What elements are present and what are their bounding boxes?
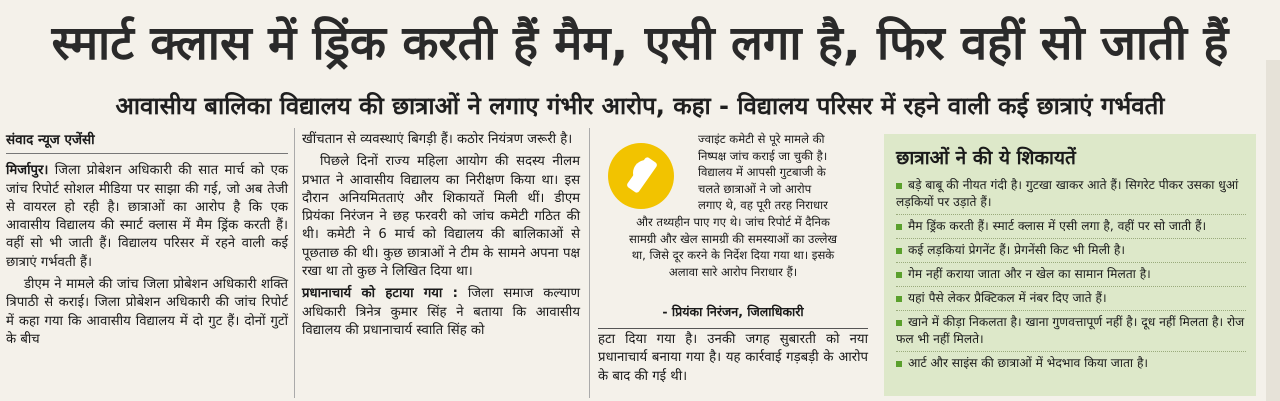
- list-item-text: गेम नहीं कराया जाता और न खेल का सामान मिलता है।: [908, 267, 1151, 281]
- bullet-icon: [896, 320, 902, 326]
- article-column-3: [598, 131, 868, 384]
- bullet-icon: [896, 248, 902, 254]
- paragraph: डीएम ने मामले की जांच जिला प्रोबेशन अधिकारी शक्ति त्रिपाठी से कराई। जिला प्रोबेशन अधिकारी की जांच रिपोर्ट में कहा गया कि आवासीय विद्यालय में दो गुट हैं। दोनों गुटों के बीच: [6, 277, 288, 347]
- list-item: [896, 174, 1246, 215]
- quote-line: था, जिसे दूर करने के निर्देश दिया गया था। इसके: [631, 248, 835, 263]
- paragraph: [302, 285, 580, 340]
- logo-curve: [633, 160, 659, 186]
- headline: स्मार्ट क्लास में ड्रिंक करती हैं मैम, एसी लगा है, फिर वहीं सो जाती हैं: [51, 16, 1229, 71]
- column-divider: [589, 128, 590, 398]
- complaints-list: [884, 174, 1256, 375]
- complaints-title: छात्राओं ने की ये शिकायतें: [896, 147, 1076, 169]
- quote-signature: - प्रियंका निरंजन, जिलाधिकारी: [662, 304, 804, 319]
- paragraph: पिछले दिनों राज्य महिला आयोग की सदस्य नीलम प्रभात ने आवासीय विद्यालय का निरीक्षण किया था। इस दौरान अनियमितताएं और शिकायतें मिली थीं। डीएम प्रियंका निरंजन ने छह फरवरी को जांच कमेटी गठित की थी। कमेटी ने 6 मार्च को विद्यालय की बालिकाओं से पूछताछ की थी। कुछ छात्राओं ने टीम के सामने अपना पक्ष रखा था तो कुछ ने लिखित दिया था।: [302, 154, 580, 280]
- list-item: [896, 263, 1246, 287]
- complaints-box: [884, 134, 1256, 396]
- list-item-text: यहां पैसे लेकर प्रैक्टिकल में नंबर दिए जाते हैं।: [908, 291, 1107, 305]
- list-item: [896, 287, 1246, 311]
- list-item-text: खाने में कीड़ा निकलता है। खाना गुणवत्तापूर्ण नहीं है। दूध नहीं मिलता है। रोज फल भी नहीं मिलते।: [896, 315, 1245, 346]
- column-divider: [294, 128, 295, 398]
- quote-line: और तथ्यहीन पाए गए थे। जांच रिपोर्ट में दैनिक: [636, 214, 830, 229]
- list-item: [896, 239, 1246, 263]
- list-item-text: बड़े बाबू की नीयत गंदी है। गुटखा खाकर आते हैं। सिगरेट पीकर उसका धुआं लड़कियों पर उड़ाते हैं।: [896, 178, 1239, 209]
- quote-line: सामग्री और खेल सामग्री की समस्याओं का उल्लेख: [629, 231, 837, 246]
- bullet-icon: [896, 224, 902, 230]
- quote-box: [598, 131, 868, 323]
- paragraph: हटा दिया गया है। उनकी जगह सुबारती को नया प्रधानाचार्य बनाया गया है। यह कार्रवाई गड़बड़ी के आरोप के बाद की गई थी।: [598, 328, 868, 386]
- quote-line: लगाए थे, वह पूरी तरह निराधार: [698, 198, 828, 213]
- paragraph-text: जिला समाज कल्याण अधिकारी त्रिनेत्र कुमार सिंह ने बताया कि आवासीय विद्यालय की प्रधानाचार्य स्वाति सिंह को: [302, 286, 580, 338]
- subheadline: आवासीय बालिका विद्यालय की छात्राओं ने लगाए गंभीर आरोप, कहा - विद्यालय परिसर में रहने वाली कई छात्राएं गर्भवती: [115, 92, 1165, 120]
- paragraph: खींचतान से व्यवस्थाएं बिगड़ी हैं। कठोर नियंत्रण जरूरी है।: [302, 132, 573, 147]
- quote-line: चलते छात्राओं ने जो आरोप: [698, 181, 812, 196]
- paragraph-text: जिला प्रोबेशन अधिकारी की सात मार्च को एक जांच रिपोर्ट सोशल मीडिया पर साझा की गई, जो अब तेजी से वायरल हो रही है। छात्राओं का आरोप है कि एक आवासीय विद्यालय की स्मार्ट क्लास में मैम ड्रिंक करती हैं। वहीं सो भी जाती हैं। विद्यालय परिसर में रहने वाली कई छात्राएं गर्भवती हैं।: [6, 163, 288, 270]
- bullet-icon: [896, 361, 902, 367]
- bullet-icon: [896, 183, 902, 189]
- quote-line: निष्पक्ष जांच कराई जा चुकी है।: [698, 148, 828, 163]
- quote-logo-icon: [608, 143, 674, 209]
- bullet-icon: [896, 272, 902, 278]
- quote-line: विद्यालय में आपसी गुटबाजी के: [698, 165, 826, 180]
- list-item-text: कई लड़कियां प्रेगनेंट हैं। प्रेगनेंसी किट भी मिली है।: [908, 243, 1125, 257]
- dateline: मिर्जापुर।: [6, 163, 49, 179]
- list-item: [896, 311, 1246, 352]
- page-edge: [1266, 60, 1280, 401]
- article-column-2: [302, 131, 580, 340]
- paragraph: [6, 162, 288, 272]
- quote-line: अलावा सारे आरोप निराधार हैं।: [668, 264, 798, 279]
- list-item: [896, 352, 1246, 375]
- section-subhead: प्रधानाचार्य को हटाया गया :: [302, 286, 458, 302]
- article-column-1: [6, 131, 288, 349]
- byline: संवाद न्यूज एजेंसी: [6, 131, 288, 154]
- list-item-text: आर्ट और साइंस की छात्राओं में भेदभाव किया जाता है।: [908, 356, 1149, 370]
- quote-line: ज्वाइंट कमेटी से पूरे मामले की: [698, 132, 825, 146]
- list-item-text: मैम ड्रिंक करती हैं। स्मार्ट क्लास में एसी लगा है, वहीं पर सो जाती हैं।: [908, 219, 1207, 233]
- list-item: [896, 215, 1246, 239]
- bullet-icon: [896, 296, 902, 302]
